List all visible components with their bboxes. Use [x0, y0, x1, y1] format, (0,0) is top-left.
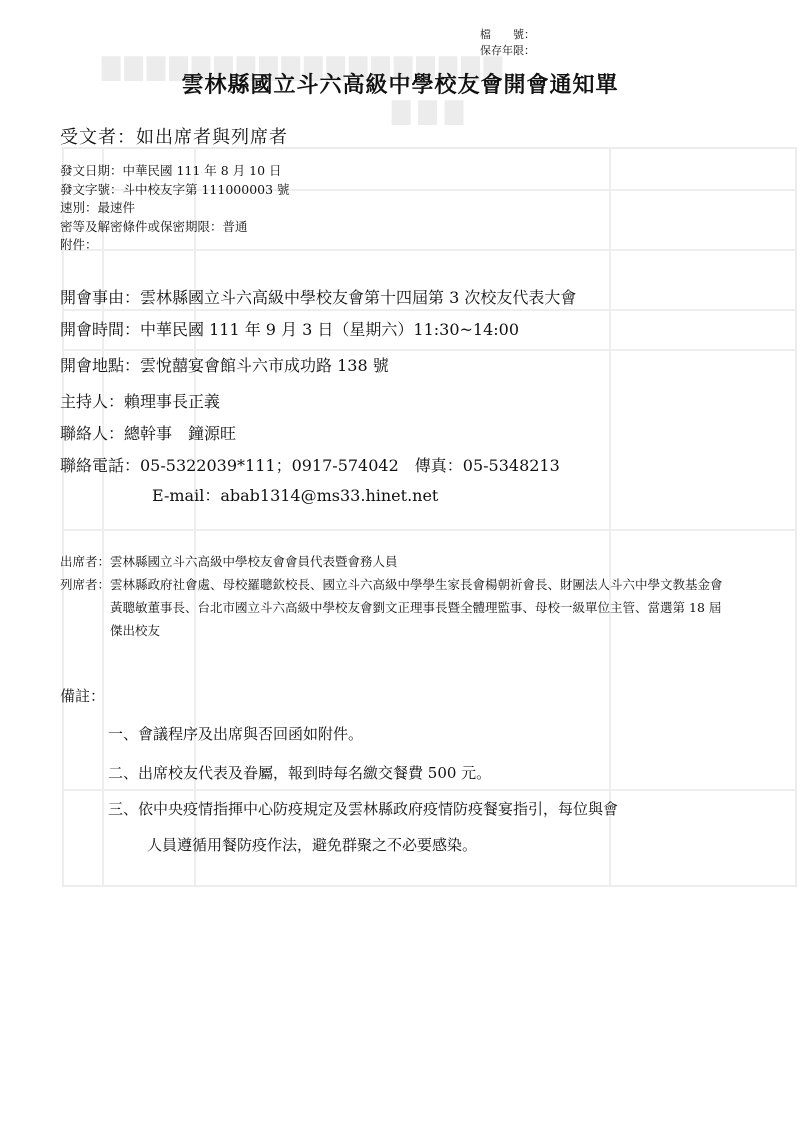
- remark-item-continued: 人員遵循用餐防疫作法，避免群聚之不必要感染。: [147, 836, 478, 854]
- meeting-email: E-mail：abab1314@ms33.hinet.net: [152, 486, 439, 505]
- file-number-label: 檔 號：: [480, 28, 535, 41]
- observers-row: [60, 573, 730, 642]
- meeting-host: 主持人：賴理事長正義: [60, 392, 221, 411]
- ghost-title-text: ▇▇▇▇▇▇▇▇▇▇▇▇▇▇▇▇▇▇: [102, 52, 507, 81]
- people-section: [60, 550, 730, 642]
- attachment: 附件：: [60, 237, 98, 252]
- issue-date: 發文日期：中華民國 111 年 8 月 10 日: [60, 163, 282, 178]
- meeting-place: 開會地點：雲悅囍宴會館斗六市成功路 138 號: [60, 356, 389, 375]
- remark-item: 一、會議程序及出席與否回函如附件。: [108, 725, 364, 743]
- observers-text: 雲林縣政府社會處、母校羅聰欽校長、國立斗六高級中學學生家長會楊朝祈會長、財團法人斗六中學文教基金會黃聰敏董事長、台北市國立斗六高級中學校友會劉文正理事長暨全體理監事、母校一級單位主管、當選第 18 屆傑出校友: [110, 577, 723, 638]
- meeting-phone: 聯絡電話：05-5322039*111；0917-574042 傳真：05-5348213: [60, 456, 560, 475]
- issue-info: [60, 162, 290, 255]
- meeting-contact: 聯絡人：總幹事 鐘源旺: [60, 424, 237, 443]
- attendees-row: [60, 550, 730, 573]
- ghost-subtitle-text: ▇▇▇: [392, 96, 472, 125]
- meeting-subject: 開會事由：雲林縣國立斗六高級中學校友會第十四屆第 3 次校友代表大會: [60, 288, 577, 307]
- file-meta: [480, 27, 535, 59]
- issue-number: 發文字號：斗中校友字第 111000003 號: [60, 181, 290, 197]
- remark-item: 三、依中央疫情指揮中心防疫規定及雲林縣政府疫情防疫餐宴指引，每位與會: [108, 800, 619, 818]
- remark-item: 二、出席校友代表及眷屬，報到時每名繳交餐費 500 元。: [108, 764, 492, 782]
- attendees-label: 出席者：: [60, 554, 111, 569]
- delivery-speed: 速別：最速件: [60, 200, 136, 215]
- secrecy-level: 密等及解密條件或保密期限：普通: [60, 218, 248, 234]
- observers-label: 列席者：: [60, 577, 111, 592]
- attendees-text: 雲林縣國立斗六高級中學校友會會員代表暨會務人員: [110, 554, 398, 569]
- recipient: 受文者：如出席者與列席者: [60, 127, 288, 148]
- page-title: 雲林縣國立斗六高級中學校友會開會通知單: [181, 72, 619, 98]
- meeting-time: 開會時間：中華民國 111 年 9 月 3 日（星期六）11:30~14:00: [60, 320, 520, 339]
- retention-period-label: 保存年限：: [480, 44, 535, 57]
- remarks-label: 備註：: [60, 687, 106, 705]
